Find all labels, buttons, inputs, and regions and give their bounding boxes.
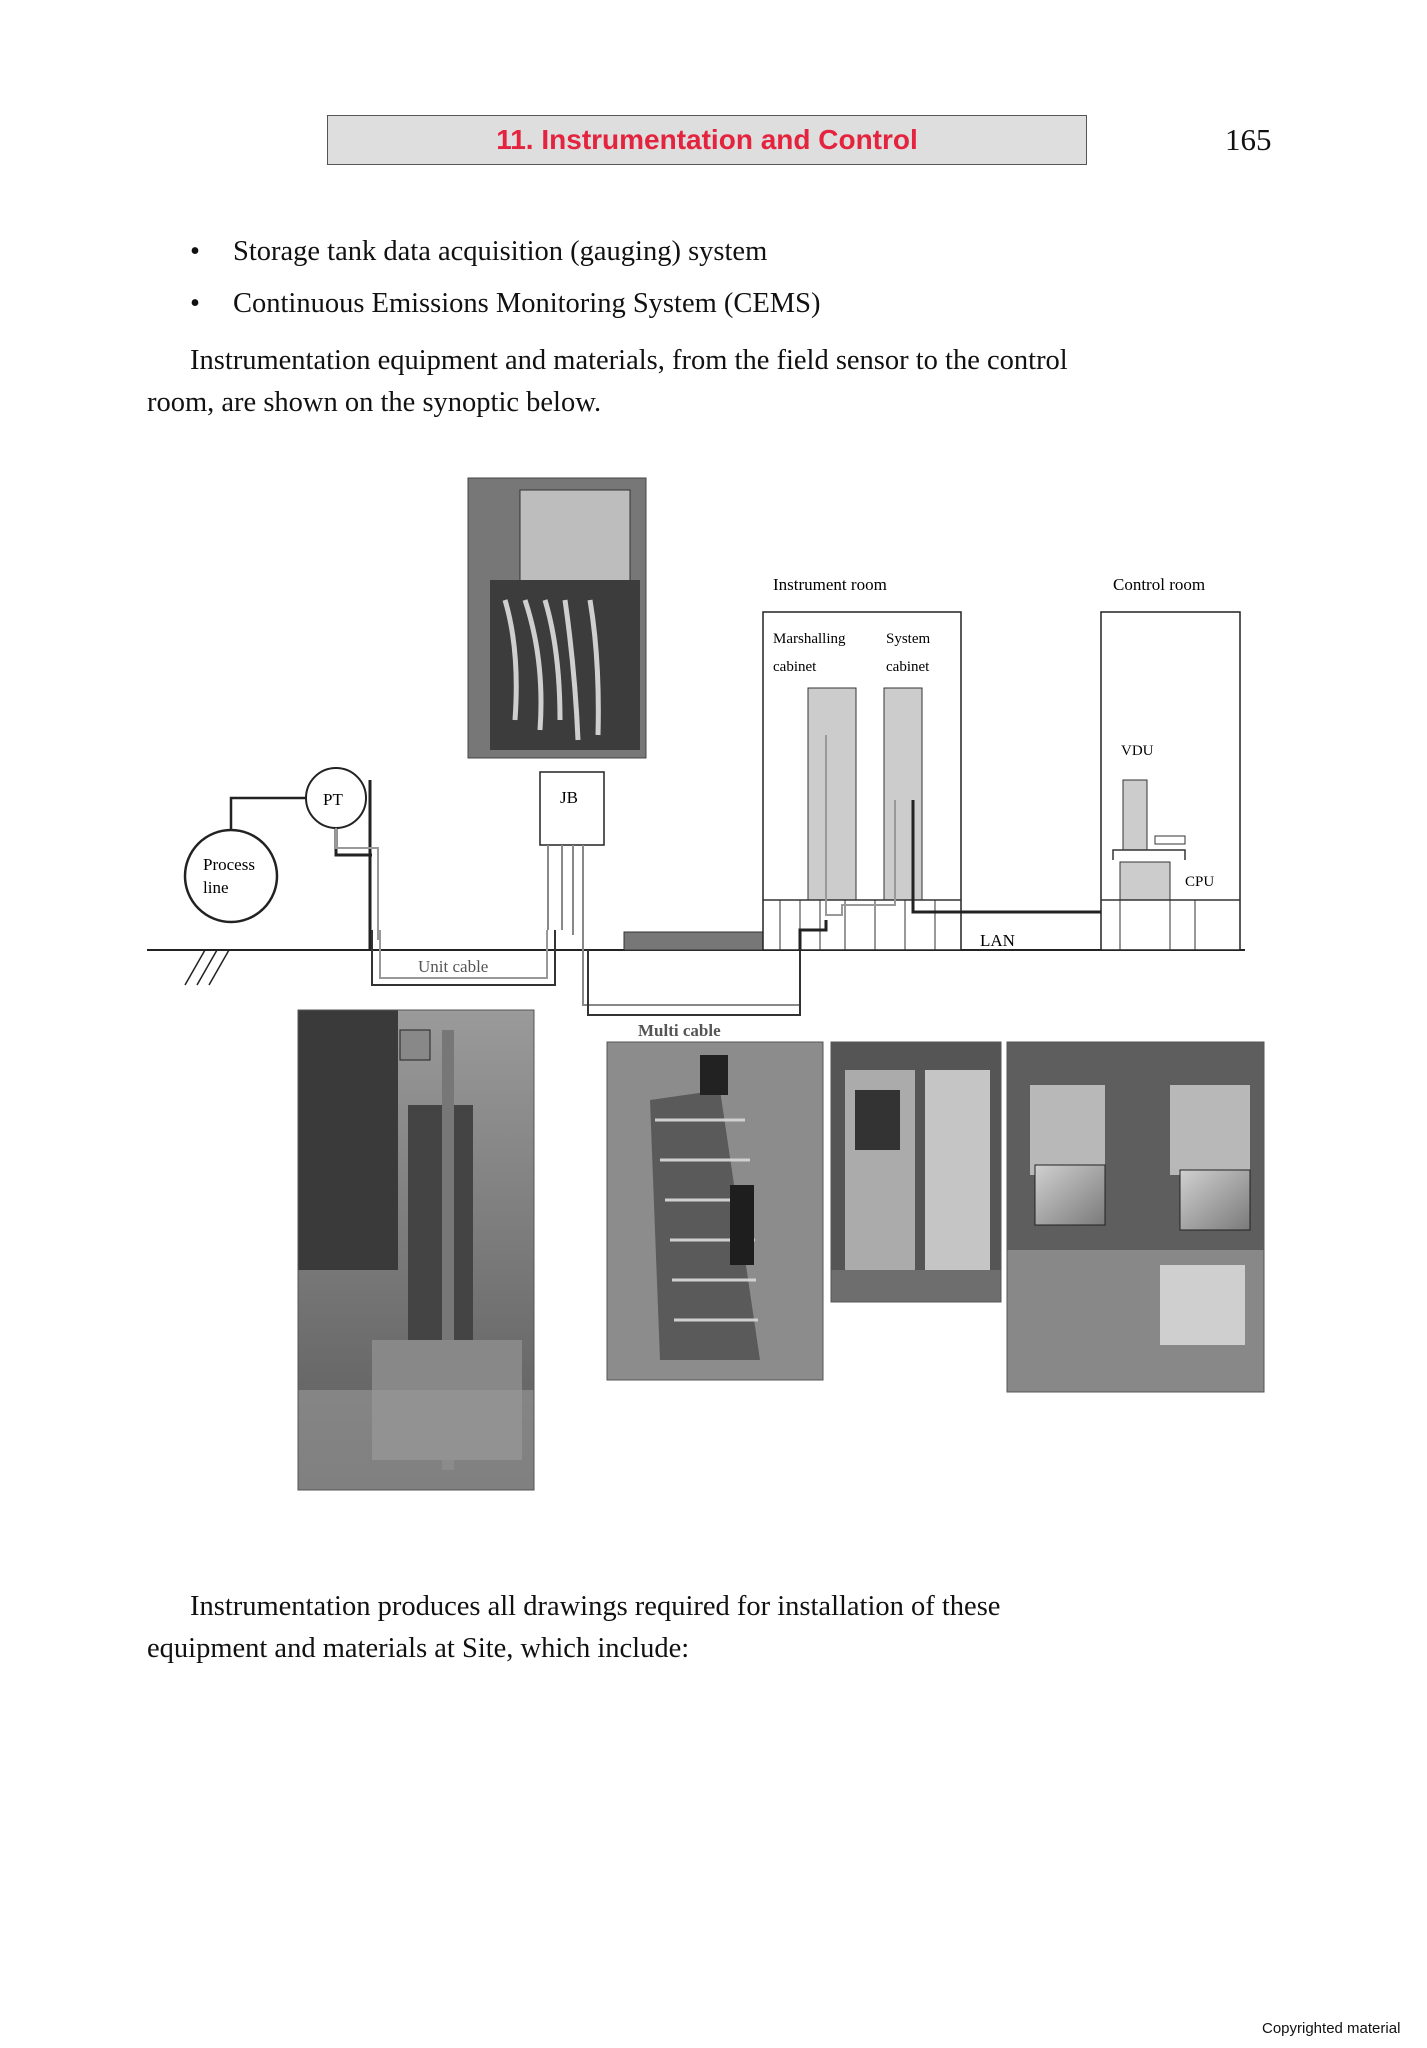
junction-box-photo: [468, 478, 646, 758]
unit-cable-label: Unit cable: [418, 957, 489, 976]
cable-trench-photo: [607, 1042, 823, 1380]
marshalling-cabinet: [808, 688, 856, 900]
system-cabinet: [884, 688, 922, 900]
lan-label: LAN: [980, 931, 1015, 950]
instrument-room-label: Instrument room: [773, 575, 887, 594]
pt-signal-wire: [336, 828, 372, 855]
cable-tray-slab: [624, 932, 764, 950]
system-label-2: cabinet: [886, 659, 930, 675]
multi-cable-label: Multi cable: [638, 1021, 721, 1040]
closing-line-2: equipment and materials at Site, which include:: [147, 1633, 690, 1664]
marshalling-label-1: Marshalling: [773, 631, 846, 647]
intro-line-1: Instrumentation equipment and materials, from the field sensor to the control: [190, 345, 1068, 376]
cpu-label: CPU: [1185, 874, 1215, 890]
system-label-1: System: [886, 631, 931, 647]
process-line-label-1: Process: [203, 855, 255, 874]
closing-paragraph: [147, 1586, 1277, 1670]
control-room-photo: [1007, 1042, 1264, 1392]
cpu-unit: [1120, 862, 1170, 900]
junction-box: [540, 772, 604, 845]
vdu-monitor: [1123, 780, 1147, 850]
bullet-dot: •: [190, 236, 200, 267]
bullet-text: Storage tank data acquisition (gauging) system: [233, 236, 768, 267]
impulse-line: [231, 798, 306, 830]
field-transmitter-photo: [298, 1010, 534, 1490]
marshalling-label-2: cabinet: [773, 659, 817, 675]
bullet-text: Continuous Emissions Monitoring System (CEMS): [233, 288, 821, 319]
intro-line-2: room, are shown on the synoptic below.: [147, 387, 602, 418]
jb-label: JB: [560, 788, 578, 807]
bullet-dot: •: [190, 288, 200, 319]
closing-line-1: Instrumentation produces all drawings required for installation of these: [190, 1591, 1001, 1622]
pt-cable: [336, 828, 378, 940]
copyright-notice: Copyrighted material: [1262, 2020, 1401, 2037]
process-line-circle: [185, 830, 277, 922]
jb-cables: [548, 845, 800, 1005]
ground-hatch: [185, 950, 229, 985]
chapter-title: 11. Instrumentation and Control: [496, 124, 918, 155]
process-line-label-2: line: [203, 878, 229, 897]
control-room-label: Control room: [1113, 575, 1206, 594]
system-cabinet-photo: [831, 1042, 1001, 1302]
keyboard: [1155, 836, 1185, 844]
pt-label: PT: [323, 790, 343, 809]
vdu-label: VDU: [1121, 743, 1154, 759]
page-number: 165: [1225, 122, 1272, 157]
